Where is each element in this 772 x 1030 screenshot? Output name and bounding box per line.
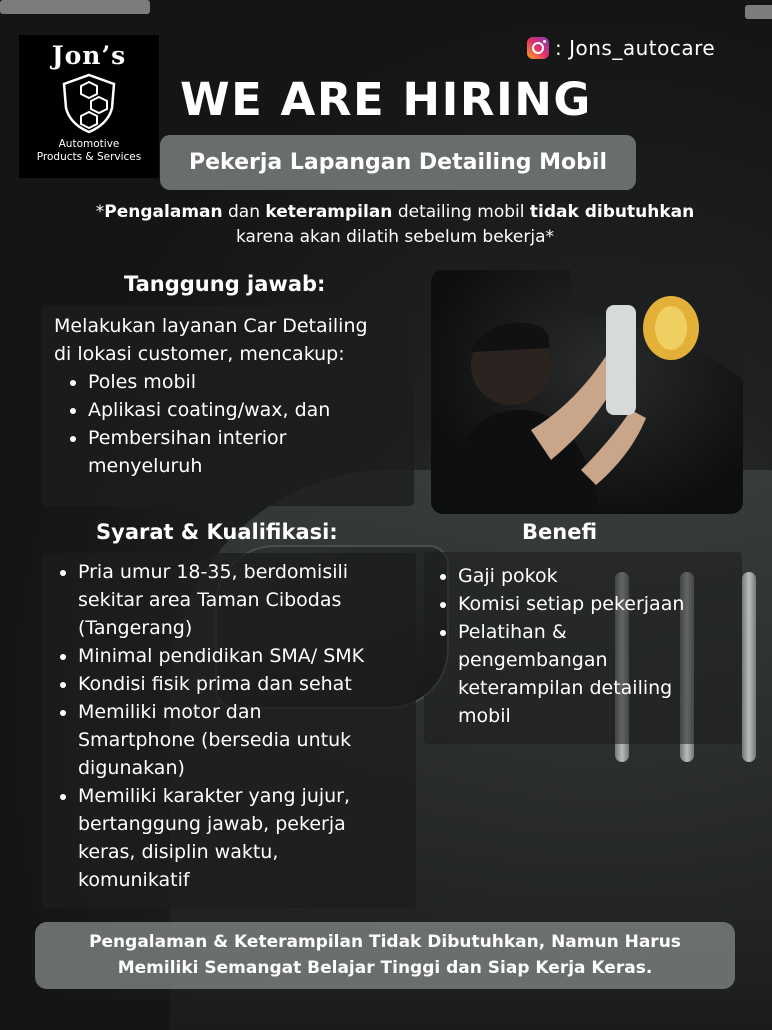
responsibilities-panel bbox=[42, 306, 414, 506]
benefits-title: Benefi bbox=[522, 520, 598, 544]
polishing-worker-illustration bbox=[431, 270, 743, 514]
responsibilities-title: Tanggung jawab: bbox=[124, 272, 326, 296]
logo-subtitle: Products & Services bbox=[36, 151, 142, 163]
footer-banner bbox=[35, 922, 735, 989]
list-item: • Poles mobil bbox=[88, 368, 414, 396]
logo-title: Jon’s bbox=[51, 41, 127, 70]
benefits-panel bbox=[424, 552, 742, 744]
experience-note: *Pengalaman dan keterampilan detailing mobil tidak dibutuhkan karena akan dilatih sebelum bekerja* bbox=[95, 202, 695, 247]
logo-subtitle: Automotive bbox=[58, 138, 120, 150]
list-item: • Pria umur 18-35, berdomisili sekitar area Taman Cibodas (Tangerang) bbox=[78, 558, 368, 642]
requirements-panel bbox=[42, 553, 416, 908]
instagram-handle-text: : Jons_autocare bbox=[555, 36, 716, 60]
list-item: • Pembersihan interior menyeluruh bbox=[88, 424, 328, 480]
list-item: • Komisi setiap pekerjaan bbox=[458, 590, 742, 618]
instagram-handle[interactable] bbox=[527, 36, 715, 60]
responsibilities-intro: di lokasi customer, mencakup: bbox=[54, 343, 345, 365]
grille-bar bbox=[742, 572, 756, 762]
instagram-icon bbox=[527, 37, 549, 59]
list-item: • Memiliki karakter yang jujur, bertanggung jawab, pekerja keras, disiplin waktu, komunikatif bbox=[78, 782, 378, 894]
position-title: Pekerja Lapangan Detailing Mobil bbox=[160, 135, 636, 190]
ceiling-light bbox=[0, 0, 150, 14]
headline: WE ARE HIRING bbox=[180, 73, 592, 126]
footer-line: Pengalaman & Keterampilan Tidak Dibutuhkan, Namun Harus bbox=[89, 932, 681, 952]
ceiling-light bbox=[745, 5, 772, 19]
list-item: • Aplikasi coating/wax, dan bbox=[88, 396, 414, 424]
list-item: • Memiliki motor dan Smartphone (bersedia untuk digunakan) bbox=[78, 698, 378, 782]
brand-logo bbox=[19, 35, 159, 178]
list-item: • Minimal pendidikan SMA/ SMK bbox=[78, 642, 416, 670]
list-item: • Gaji pokok bbox=[458, 562, 742, 590]
detailing-photo bbox=[431, 270, 743, 514]
footer-line: Memiliki Semangat Belajar Tinggi dan Siap Kerja Keras. bbox=[117, 958, 653, 978]
list-item: • Kondisi fisik prima dan sehat bbox=[78, 670, 416, 698]
list-item: • Pelatihan & pengembangan keterampilan detailing mobil bbox=[458, 618, 720, 730]
shield-icon bbox=[58, 72, 120, 134]
responsibilities-intro: Melakukan layanan Car Detailing bbox=[54, 315, 368, 337]
requirements-title: Syarat & Kualifikasi: bbox=[96, 520, 338, 544]
